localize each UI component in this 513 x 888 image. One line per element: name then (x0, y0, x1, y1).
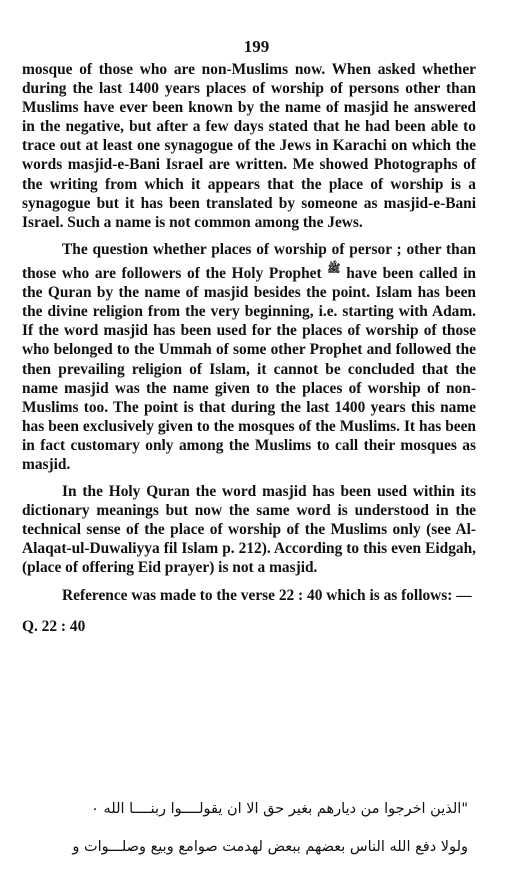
page-number: 199 (243, 37, 270, 56)
quran-reference-label: Q. 22 : 40 (22, 617, 86, 635)
arabic-line-2: ولولا دفع الله الناس بعضهم ببعض لهدمت صوامع وبيع وصلـــوات و (72, 839, 468, 855)
arabic-quote (22, 790, 468, 866)
paragraph-2-text-b: have been called in the Quran by the name of masjid besides the point. Islam has been the divine religion from the very beginning, i.e. starting with Adam. If the word masjid has been used for the places of worship of those who belonged to the Ummah of some other Prophet and followed the then prevailing religion of Islam, it cannot be concluded that the name masjid was the name given to the places of worship of non-Muslims too. The point is that during the last 1400 years this name has been exclusively given to the mosques of the Muslims. It has been in fact customary only among the Muslims to call their mosques as masjid. (22, 265, 476, 473)
paragraph-2 (22, 240, 476, 474)
arabic-line-1: "الذين اخرجوا من ديارهم بغير حق الا ان يقولــــوا ربنــــا الله ٠ (91, 801, 468, 817)
honorific-glyph: ﷺ (327, 261, 341, 275)
paragraph-1: mosque of those who are non-Muslims now. When asked whether during the last 1400 years places of worship of persons other than Muslims have ever been known by the name of masjid he answered in the negative, but after a few days stated that he had been able to trace out at least one synagogue of the Jews in Karachi on which the words masjid-e-Bani Israel are written. Me showed Photographs of the writing from which it appears that the place of worship is a synagogue but it has been translated by someone as masjid-e-Bani Israel. Such a name is not common among the Jews. (22, 61, 476, 231)
body-text (22, 60, 476, 636)
paragraph-2-text-a: The question whether places of worship of persor ; other than those who are followers of the Holy Prophet (22, 240, 476, 283)
paragraph-4: Reference was made to the verse 22 : 40 which is as follows: — (62, 586, 472, 604)
paragraph-3: In the Holy Quran the word masjid has been used within its dictionary meanings but now the same word is understood in the technical sense of the place of worship of the Muslims only (see Al-Alaqat-ul-Duwaliyya fil Islam p. 212). According to this even Eidgah, (place of offering Eid prayer) is not a masjid. (22, 483, 476, 577)
